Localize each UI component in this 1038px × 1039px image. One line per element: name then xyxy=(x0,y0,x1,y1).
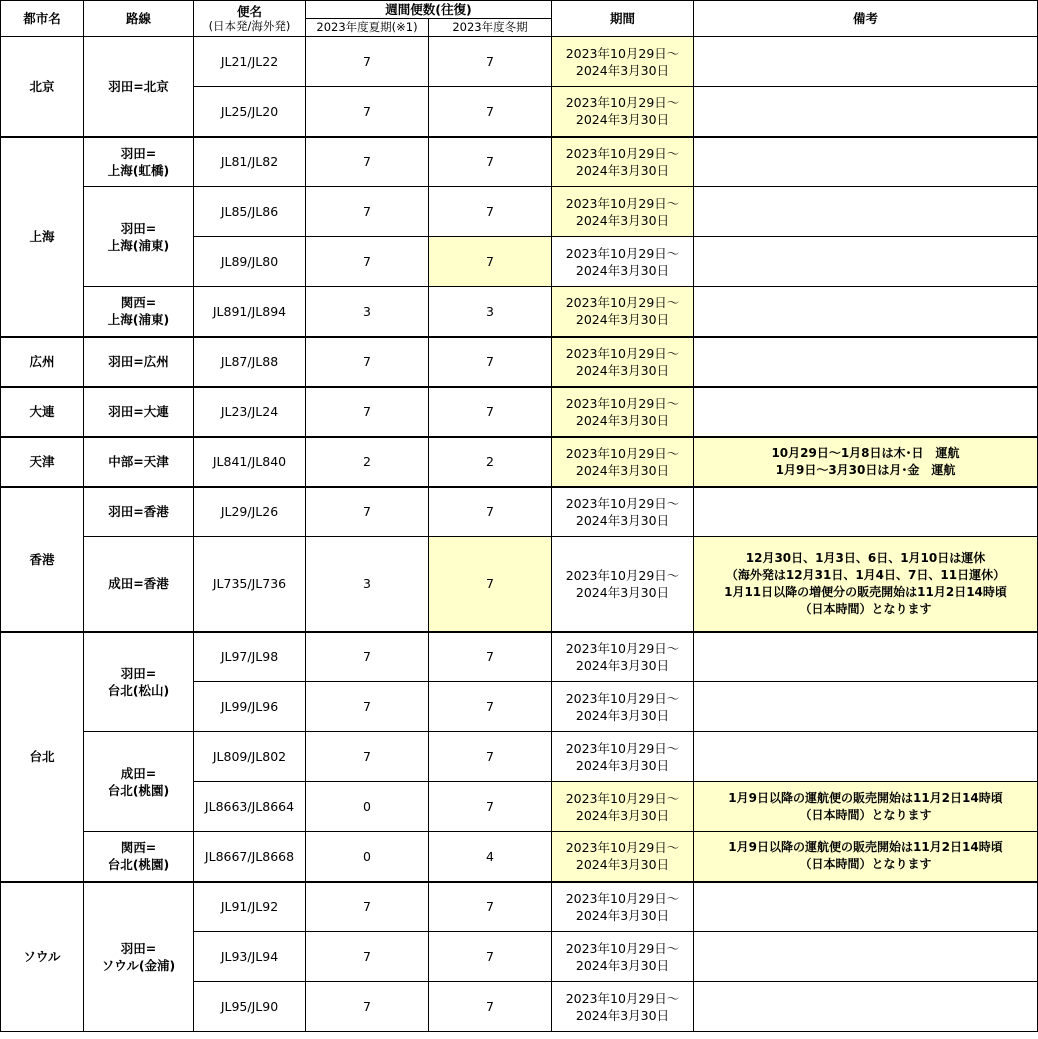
remarks-cell xyxy=(694,732,1038,782)
header-flight-line1: 便名 xyxy=(236,3,262,19)
table-row xyxy=(1,487,1038,537)
summer-count: 7 xyxy=(306,487,429,537)
winter-count: 7 xyxy=(429,682,552,732)
summer-count: 7 xyxy=(306,137,429,187)
remarks-cell xyxy=(694,437,1038,487)
period-cell xyxy=(552,437,694,487)
flight-name: JL8663/JL8664 xyxy=(194,782,306,832)
period-cell xyxy=(552,932,694,982)
header-remarks: 備考 xyxy=(694,1,1038,37)
summer-count: 7 xyxy=(306,37,429,87)
header-weekly: 週間便数(往復) xyxy=(306,1,552,19)
winter-count: 7 xyxy=(429,882,552,932)
route-cell xyxy=(84,337,194,387)
period-cell xyxy=(552,337,694,387)
remarks-cell xyxy=(694,87,1038,137)
remarks-cell xyxy=(694,832,1038,882)
route-cell xyxy=(84,832,194,882)
route-cell xyxy=(84,732,194,832)
period-end: 2024年3月30日 xyxy=(575,62,670,78)
period-start: 2023年10月29日～ xyxy=(565,690,680,706)
flight-name: JL25/JL20 xyxy=(194,87,306,137)
header-winter: 2023年度冬期 xyxy=(429,19,552,37)
period-start: 2023年10月29日～ xyxy=(565,740,680,756)
route-line: 成田= xyxy=(120,765,157,781)
period-cell xyxy=(552,237,694,287)
flight-name: JL29/JL26 xyxy=(194,487,306,537)
remarks-cell xyxy=(694,632,1038,682)
remark-line: 1月9日以降の運航便の販売開始は11月2日14時頃 xyxy=(728,840,1003,855)
summer-count: 2 xyxy=(306,437,429,487)
flight-name: JL21/JL22 xyxy=(194,37,306,87)
period-end: 2024年3月30日 xyxy=(575,807,670,823)
remarks-cell xyxy=(694,337,1038,387)
period-start: 2023年10月29日～ xyxy=(565,395,680,411)
city-cell: 北京 xyxy=(1,37,84,137)
route-line: 羽田= xyxy=(120,665,157,681)
flight-name: JL81/JL82 xyxy=(194,137,306,187)
period-cell xyxy=(552,632,694,682)
header-route: 路線 xyxy=(84,1,194,37)
period-cell xyxy=(552,982,694,1032)
table-row xyxy=(1,137,1038,187)
period-end: 2024年3月30日 xyxy=(575,362,670,378)
table-row xyxy=(1,337,1038,387)
period-end: 2024年3月30日 xyxy=(575,312,670,328)
city-cell: 広州 xyxy=(1,337,84,387)
remark-line: （日本時間）となります xyxy=(799,807,932,822)
period-start: 2023年10月29日～ xyxy=(565,790,680,806)
remarks-cell xyxy=(694,982,1038,1032)
table-row xyxy=(1,437,1038,487)
period-cell xyxy=(552,682,694,732)
period-start: 2023年10月29日～ xyxy=(565,195,680,211)
winter-count: 7 xyxy=(429,187,552,237)
period-cell xyxy=(552,87,694,137)
city-cell: 大連 xyxy=(1,387,84,437)
period-cell xyxy=(552,187,694,237)
summer-count: 0 xyxy=(306,782,429,832)
remarks-cell xyxy=(694,137,1038,187)
route-line: 台北(桃園) xyxy=(107,857,170,873)
period-start: 2023年10月29日～ xyxy=(565,990,680,1006)
route-line: 上海(虹橋) xyxy=(107,162,170,178)
remark-line: （日本時間）となります xyxy=(799,857,932,872)
period-end: 2024年3月30日 xyxy=(575,707,670,723)
winter-count: 7 xyxy=(429,982,552,1032)
route-cell xyxy=(84,632,194,732)
route-line: 羽田= xyxy=(120,220,157,236)
route-cell xyxy=(84,387,194,437)
summer-count: 7 xyxy=(306,982,429,1032)
period-end: 2024年3月30日 xyxy=(575,907,670,923)
city-cell: 台北 xyxy=(1,632,84,882)
period-start: 2023年10月29日～ xyxy=(565,245,680,261)
route-cell xyxy=(84,882,194,1032)
winter-count: 7 xyxy=(429,932,552,982)
summer-count: 7 xyxy=(306,682,429,732)
route-line: 羽田=広州 xyxy=(108,354,169,369)
header-city: 都市名 xyxy=(1,1,84,37)
remarks-cell xyxy=(694,782,1038,832)
period-cell xyxy=(552,832,694,882)
route-line: 羽田=北京 xyxy=(108,78,169,94)
winter-count: 7 xyxy=(429,487,552,537)
summer-count: 7 xyxy=(306,187,429,237)
route-line: 関西= xyxy=(120,840,157,856)
flight-name: JL85/JL86 xyxy=(194,187,306,237)
route-cell xyxy=(84,487,194,537)
period-start: 2023年10月29日～ xyxy=(565,940,680,956)
period-end: 2024年3月30日 xyxy=(575,857,670,873)
remark-line: 1月9日以降の運航便の販売開始は11月2日14時頃 xyxy=(728,790,1003,805)
route-line: 羽田= xyxy=(120,145,157,161)
winter-count: 7 xyxy=(429,782,552,832)
table-row xyxy=(1,387,1038,437)
route-line: 羽田=大連 xyxy=(108,404,169,419)
remarks-cell xyxy=(694,237,1038,287)
period-end: 2024年3月30日 xyxy=(575,412,670,428)
period-start: 2023年10月29日～ xyxy=(565,95,680,111)
city-cell: 上海 xyxy=(1,137,84,337)
table-row xyxy=(1,832,1038,882)
route-line: 関西= xyxy=(120,295,157,311)
period-end: 2024年3月30日 xyxy=(575,657,670,673)
remarks-cell xyxy=(694,387,1038,437)
period-end: 2024年3月30日 xyxy=(575,1007,670,1023)
winter-count: 2 xyxy=(429,437,552,487)
winter-count: 7 xyxy=(429,237,552,287)
header-period: 期間 xyxy=(552,1,694,37)
remark-line: （日本時間）となります xyxy=(799,601,932,616)
period-start: 2023年10月29日～ xyxy=(565,345,680,361)
route-line: 台北(松山) xyxy=(107,682,170,698)
summer-count: 7 xyxy=(306,882,429,932)
flight-name: JL809/JL802 xyxy=(194,732,306,782)
flight-name: JL23/JL24 xyxy=(194,387,306,437)
period-start: 2023年10月29日～ xyxy=(565,640,680,656)
period-start: 2023年10月29日～ xyxy=(565,295,680,311)
summer-count: 7 xyxy=(306,632,429,682)
route-cell xyxy=(84,537,194,632)
flight-name: JL91/JL92 xyxy=(194,882,306,932)
remark-line: 12月30日、1月3日、6日、1月10日は運休 xyxy=(745,550,986,565)
remark-line: 1月9日～3月30日は月･金 運航 xyxy=(775,462,956,477)
route-line: 台北(桃園) xyxy=(107,782,170,798)
period-start: 2023年10月29日～ xyxy=(565,45,680,61)
route-line: ソウル(金浦) xyxy=(101,957,176,973)
period-end: 2024年3月30日 xyxy=(575,512,670,528)
winter-count: 7 xyxy=(429,37,552,87)
route-cell xyxy=(84,37,194,137)
winter-count: 7 xyxy=(429,632,552,682)
remarks-cell xyxy=(694,932,1038,982)
remarks-cell xyxy=(694,187,1038,237)
route-line: 成田=香港 xyxy=(108,576,169,592)
period-start: 2023年10月29日～ xyxy=(565,890,680,906)
period-end: 2024年3月30日 xyxy=(575,757,670,773)
table-row xyxy=(1,882,1038,932)
summer-count: 3 xyxy=(306,537,429,632)
summer-count: 0 xyxy=(306,832,429,882)
summer-count: 7 xyxy=(306,237,429,287)
winter-count: 3 xyxy=(429,287,552,337)
period-cell xyxy=(552,782,694,832)
remarks-cell xyxy=(694,287,1038,337)
flight-name: JL93/JL94 xyxy=(194,932,306,982)
period-start: 2023年10月29日～ xyxy=(565,445,680,461)
summer-count: 7 xyxy=(306,337,429,387)
remark-line: 1月11日以降の増便分の販売開始は11月2日14時頃 xyxy=(724,584,1007,599)
table-row xyxy=(1,37,1038,87)
route-cell xyxy=(84,187,194,287)
city-cell: ソウル xyxy=(1,882,84,1032)
winter-count: 7 xyxy=(429,337,552,387)
header-flight-line2: (日本発/海外発) xyxy=(208,18,291,33)
period-end: 2024年3月30日 xyxy=(575,462,670,478)
flight-name: JL97/JL98 xyxy=(194,632,306,682)
period-start: 2023年10月29日～ xyxy=(565,567,680,583)
winter-count: 7 xyxy=(429,87,552,137)
remarks-cell xyxy=(694,682,1038,732)
table-row xyxy=(1,187,1038,237)
summer-count: 7 xyxy=(306,932,429,982)
remark-line: 10月29日～1月8日は木･日 運航 xyxy=(771,445,960,460)
route-cell xyxy=(84,137,194,187)
period-cell xyxy=(552,537,694,632)
flight-name: JL8667/JL8668 xyxy=(194,832,306,882)
route-cell xyxy=(84,287,194,337)
remarks-cell xyxy=(694,537,1038,632)
winter-count: 4 xyxy=(429,832,552,882)
period-end: 2024年3月30日 xyxy=(575,212,670,228)
period-end: 2024年3月30日 xyxy=(575,162,670,178)
period-cell xyxy=(552,732,694,782)
flight-name: JL891/JL894 xyxy=(194,287,306,337)
summer-count: 7 xyxy=(306,387,429,437)
route-line: 中部=天津 xyxy=(108,454,169,469)
summer-count: 3 xyxy=(306,287,429,337)
winter-count: 7 xyxy=(429,537,552,632)
remarks-cell xyxy=(694,487,1038,537)
table-row xyxy=(1,632,1038,682)
table-body xyxy=(1,37,1038,1032)
route-line: 羽田= xyxy=(120,940,157,956)
period-cell xyxy=(552,137,694,187)
period-cell xyxy=(552,882,694,932)
route-line: 羽田=香港 xyxy=(108,504,169,520)
route-line: 上海(浦東) xyxy=(107,312,170,328)
summer-count: 7 xyxy=(306,87,429,137)
period-end: 2024年3月30日 xyxy=(575,584,670,600)
header-summer: 2023年度夏期(※1) xyxy=(306,19,429,37)
remark-line: （海外発は12月31日、1月4日、7日、11日運休） xyxy=(725,567,1006,582)
period-end: 2024年3月30日 xyxy=(575,957,670,973)
period-end: 2024年3月30日 xyxy=(575,262,670,278)
table-row xyxy=(1,287,1038,337)
table-row xyxy=(1,732,1038,782)
remarks-cell xyxy=(694,37,1038,87)
table-row xyxy=(1,537,1038,632)
flight-name: JL89/JL80 xyxy=(194,237,306,287)
period-start: 2023年10月29日～ xyxy=(565,840,680,856)
route-line: 上海(浦東) xyxy=(107,237,170,253)
period-cell xyxy=(552,37,694,87)
flight-name: JL95/JL90 xyxy=(194,982,306,1032)
city-cell: 天津 xyxy=(1,437,84,487)
winter-count: 7 xyxy=(429,137,552,187)
route-cell xyxy=(84,437,194,487)
period-start: 2023年10月29日～ xyxy=(565,495,680,511)
period-cell xyxy=(552,387,694,437)
flight-name: JL841/JL840 xyxy=(194,437,306,487)
city-cell: 香港 xyxy=(1,487,84,632)
period-cell xyxy=(552,287,694,337)
flight-name: JL87/JL88 xyxy=(194,337,306,387)
winter-count: 7 xyxy=(429,732,552,782)
winter-count: 7 xyxy=(429,387,552,437)
summer-count: 7 xyxy=(306,732,429,782)
flight-name: JL99/JL96 xyxy=(194,682,306,732)
period-start: 2023年10月29日～ xyxy=(565,145,680,161)
period-end: 2024年3月30日 xyxy=(575,112,670,128)
flight-name: JL735/JL736 xyxy=(194,537,306,632)
header-flight xyxy=(194,1,306,37)
period-cell xyxy=(552,487,694,537)
remarks-cell xyxy=(694,882,1038,932)
